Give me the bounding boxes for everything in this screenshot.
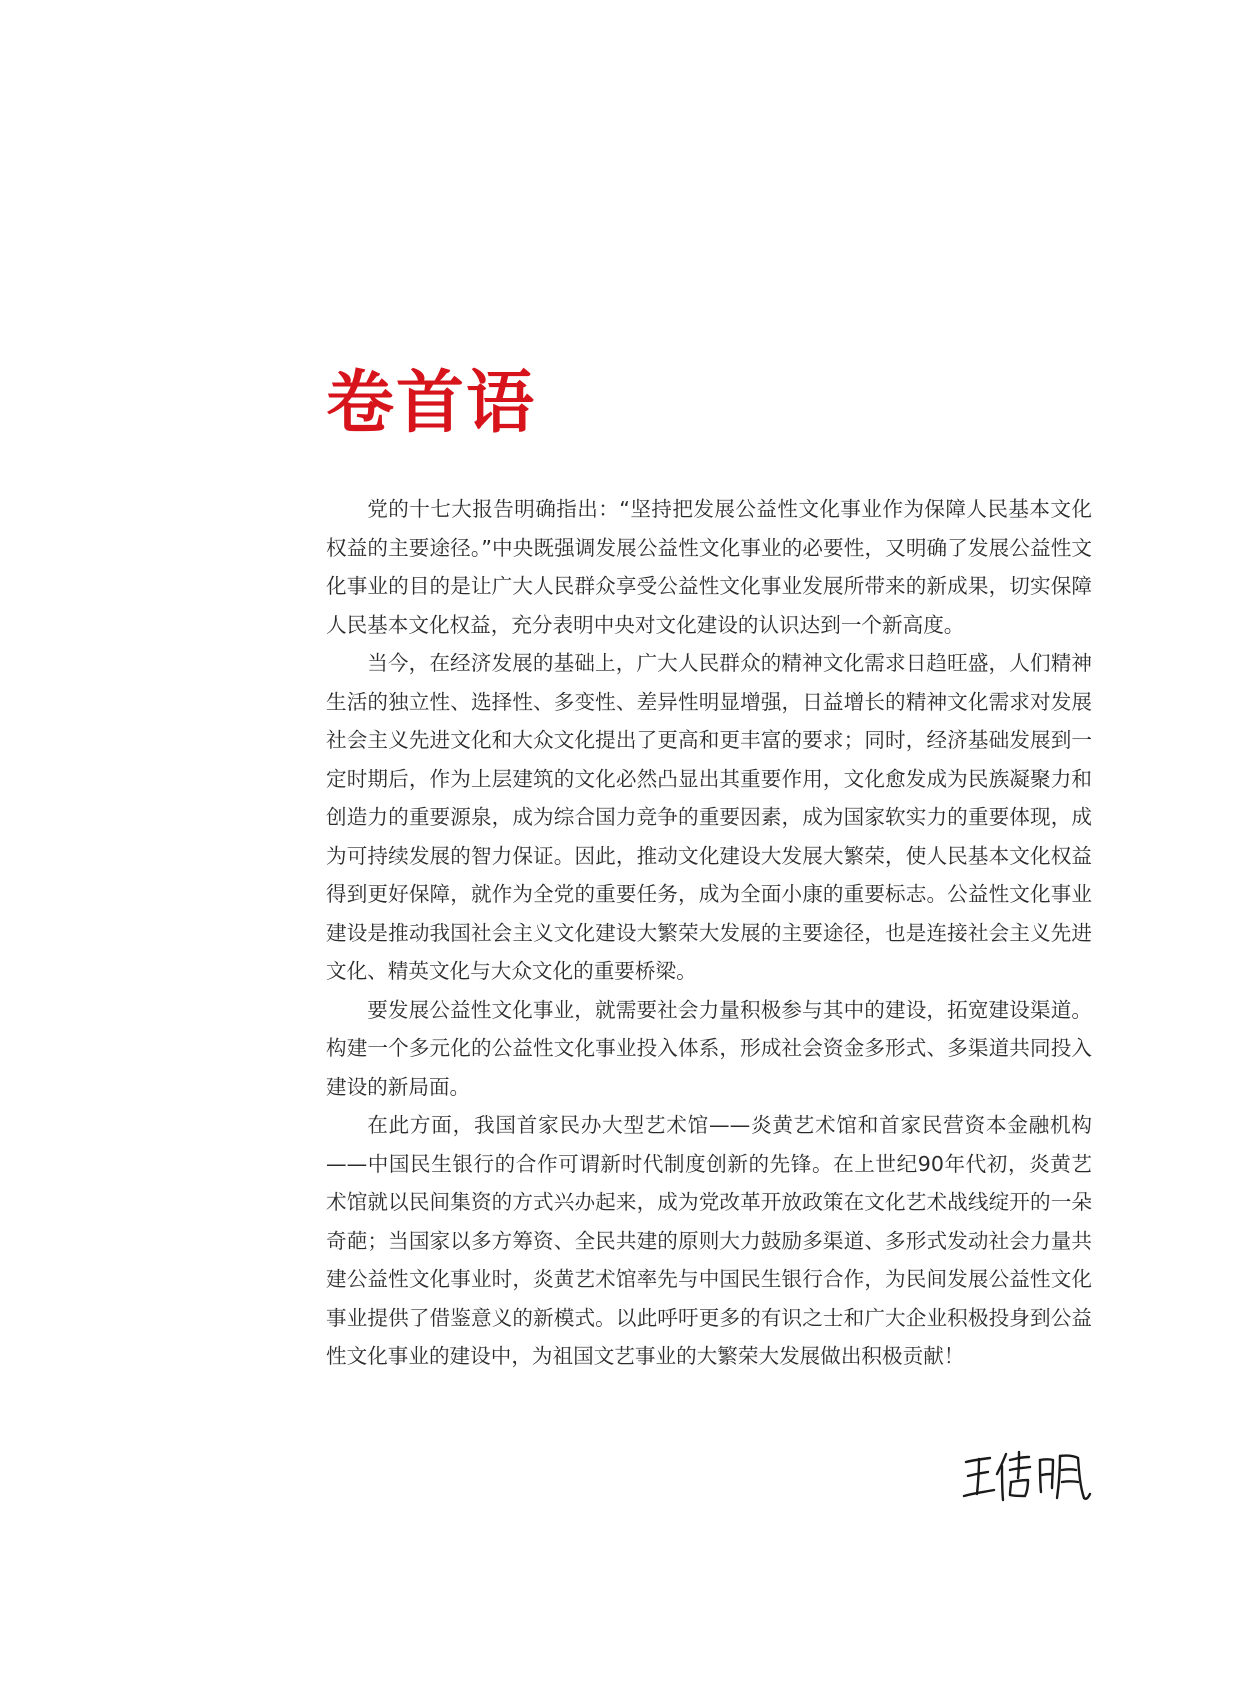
page-title: 卷首语	[326, 364, 537, 443]
body-text	[326, 490, 1092, 1376]
paragraph-1: 党的十七大报告明确指出：“坚持把发展公益性文化事业作为保障人民基本文化权益的主要途径。”中央既强调发展公益性文化事业的必要性，又明确了发展公益性文化事业的目的是让广大人民群众享受公益性文化事业发展所带来的新成果，切实保障人民基本文化权益，充分表明中央对文化建设的认识达到一个新高度。	[326, 497, 1092, 637]
paragraph-4: 在此方面，我国首家民办大型艺术馆——炎黄艺术馆和首家民营资本金融机构——中国民生银行的合作可谓新时代制度创新的先锋。在上世纪90年代初，炎黄艺术馆就以民间集资的方式兴办起来，成为党改革开放政策在文化艺术战线绽开的一朵奇葩；当国家以多方筹资、全民共建的原则大力鼓励多渠道、多形式发动社会力量共建公益性文化事业时，炎黄艺术馆率先与中国民生银行合作，为民间发展公益性文化事业提供了借鉴意义的新模式。以此呼吁更多的有识之士和广大企业积极投身到公益性文化事业的建设中，为祖国文艺事业的大繁荣大发展做出积极贡献！	[326, 1113, 1092, 1368]
paragraph-3: 要发展公益性文化事业，就需要社会力量积极参与其中的建设，拓宽建设渠道。构建一个多元化的公益性文化事业投入体系，形成社会资金多形式、多渠道共同投入建设的新局面。	[326, 997, 1092, 1099]
paragraph-2: 当今，在经济发展的基础上，广大人民群众的精神文化需求日趋旺盛，人们精神生活的独立性、选择性、多变性、差异性明显增强，日益增长的精神文化需求对发展社会主义先进文化和大众文化提出了更高和更丰富的要求；同时，经济基础发展到一定时期后，作为上层建筑的文化必然凸显出其重要作用，文化愈发成为民族凝聚力和创造力的重要源泉，成为综合国力竞争的重要因素，成为国家软实力的重要体现，成为可持续发展的智力保证。因此，推动文化建设大发展大繁荣，使人民基本文化权益得到更好保障，就作为全党的重要任务，成为全面小康的重要标志。公益性文化事业建设是推动我国社会主义文化建设大繁荣大发展的主要途径，也是连接社会主义先进文化、精英文化与大众文化的重要桥梁。	[326, 651, 1092, 983]
handwritten-signature	[962, 1448, 1092, 1504]
